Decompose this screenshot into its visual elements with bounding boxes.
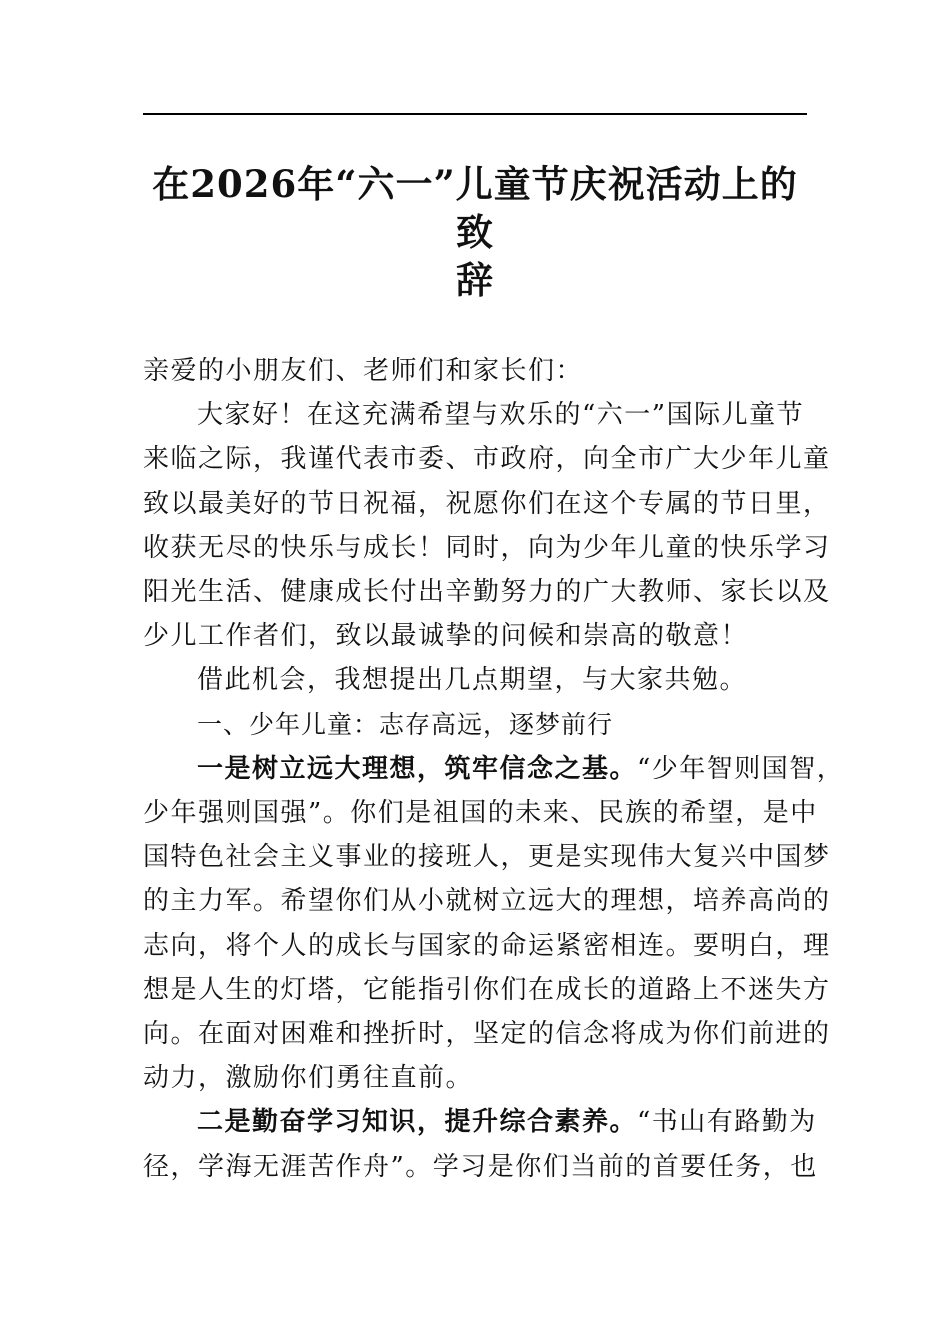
item-one bbox=[143, 747, 845, 1101]
section-heading bbox=[143, 703, 811, 747]
paragraph-line: 借此机会，我想提出几点期望，与大家共勉。 bbox=[197, 665, 748, 696]
paragraph-greeting bbox=[143, 393, 831, 658]
document-title bbox=[143, 160, 807, 304]
paragraph-line: 想是人生的灯塔，它能指引你们在成长的道路上不迷失方 bbox=[143, 974, 831, 1005]
header-rule bbox=[143, 113, 807, 115]
paragraph-line: 少年强则国强”。你们是祖国的未来、民族的希望，是中 bbox=[143, 798, 818, 829]
item-one-quote: “少年智则国智， bbox=[637, 753, 845, 784]
paragraph-line: 收获无尽的快乐与成长！同时，向为少年儿童的快乐学习 bbox=[143, 532, 831, 563]
item-one-first-line bbox=[143, 747, 845, 791]
paragraph-line: 国特色社会主义事业的接班人，更是实现伟大复兴中国梦 bbox=[143, 842, 831, 873]
item-two-quote: “书山有路勤为 bbox=[637, 1107, 817, 1138]
paragraph-line: 的主力军。希望你们从小就树立远大的理想，培养高尚的 bbox=[143, 886, 831, 917]
paragraph-line: 致以最美好的节日祝福，祝愿你们在这个专属的节日里， bbox=[143, 488, 831, 519]
paragraph-line: 志向，将个人的成长与国家的命运紧密相连。要明白，理 bbox=[143, 930, 831, 961]
title-line-2: 辞 bbox=[456, 258, 494, 302]
item-two bbox=[143, 1100, 818, 1188]
paragraph-line: 径，学海无涯苦作舟”。学习是你们当前的首要任务，也 bbox=[143, 1151, 818, 1182]
document-body bbox=[143, 349, 845, 1189]
paragraph-line: 向。在面对困难和挫折时，坚定的信念将成为你们前进的 bbox=[143, 1019, 831, 1050]
paragraph-line: 阳光生活、健康成长付出辛勤努力的广大教师、家长以及 bbox=[143, 577, 831, 608]
paragraph-line: 动力，激励你们勇往直前。 bbox=[143, 1063, 474, 1094]
paragraph-expectations bbox=[143, 658, 811, 702]
section-heading-text: 一、少年儿童：志存高远，逐梦前行 bbox=[197, 709, 614, 739]
paragraph-line: 大家好！在这充满希望与欢乐的“六一”国际儿童节 bbox=[197, 400, 805, 431]
paragraph-line: 来临之际，我谨代表市委、市政府，向全市广大少年儿童 bbox=[143, 444, 831, 475]
title-line-1: 在2026年“六一”儿童节庆祝活动上的致 bbox=[152, 162, 798, 254]
salutation-line: 亲爱的小朋友们、老师们和家长们： bbox=[143, 356, 584, 386]
paragraph-line: 少儿工作者们，致以最诚挚的问候和崇高的敬意！ bbox=[143, 621, 749, 652]
salutation bbox=[143, 349, 811, 393]
item-two-first-line bbox=[143, 1100, 817, 1144]
item-one-lead: 一是树立远大理想，筑牢信念之基。 bbox=[197, 753, 638, 784]
item-two-lead: 二是勤奋学习知识，提升综合素养。 bbox=[197, 1107, 638, 1138]
